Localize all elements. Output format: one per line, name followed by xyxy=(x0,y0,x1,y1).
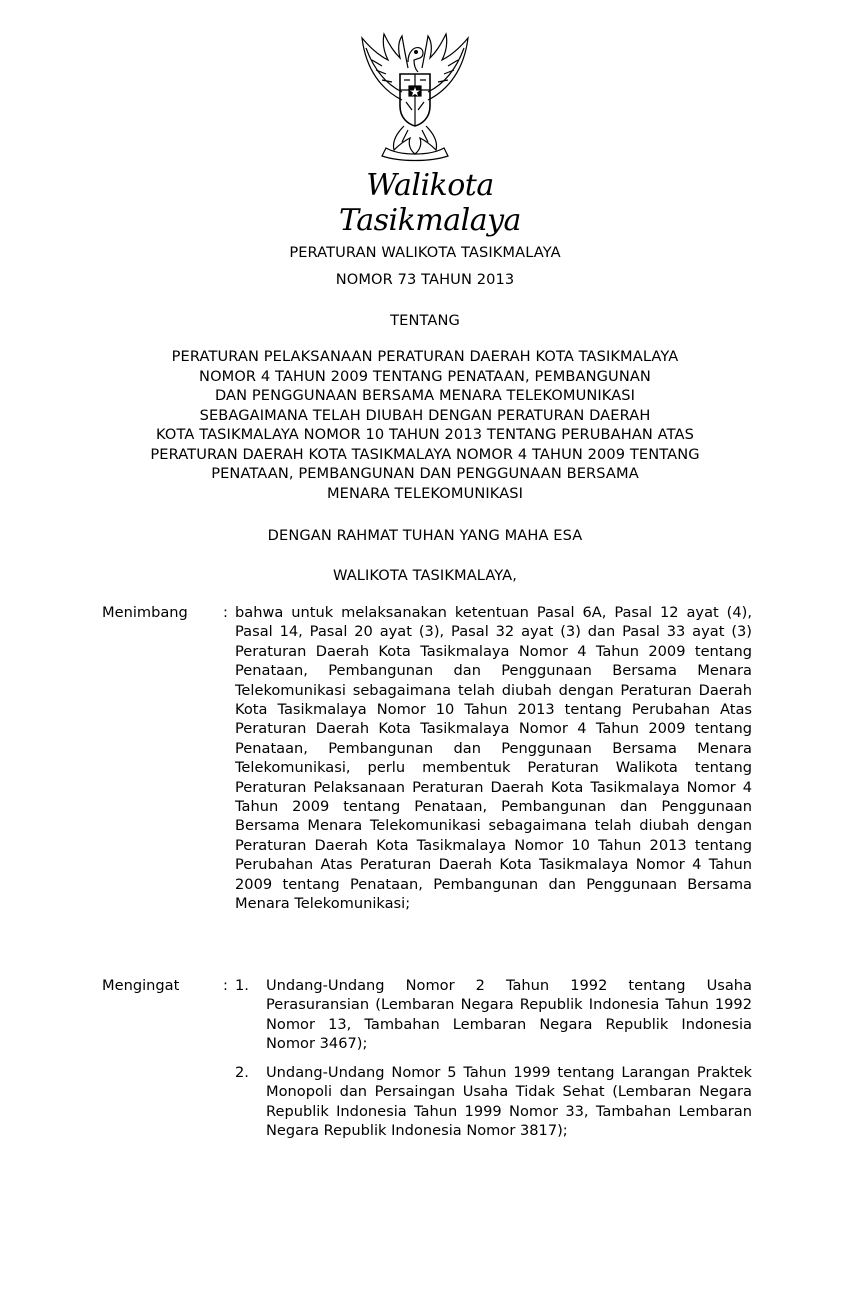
regulation-title xyxy=(95,347,755,503)
regulation-number: NOMOR 73 TAHUN 2013 xyxy=(335,271,515,288)
title-line: KOTA TASIKMALAYA NOMOR 10 TAHUN 2013 TENTANG PERUBAHAN ATAS xyxy=(156,426,694,443)
list-item-number: 1. xyxy=(235,977,249,994)
menimbang-text: bahwa untuk melaksanakan ketentuan Pasal 6A, Pasal 12 ayat (4), Pasal 14, Pasal 20 ayat (3), Pasal 32 ayat (3) dan Pasal 33 ayat (3) Peraturan Daerah Kota Tasikmalaya Nomor 4 Tahun 2009 tentang Penataan, Pembangunan dan Penggunaan Bersama Menara Telekomunikasi sebagaimana telah diubah dengan Peraturan Daerah Kota Tasikmalaya Nomor 10 Tahun 2013 tentang Perubahan Atas Peraturan Daerah Kota Tasikmalaya Nomor 4 Tahun 2009 tentang Penataan, Pembangunan dan Penggunaan Bersama Menara Telekomunikasi, perlu membentuk Peraturan Walikota tentang Peraturan Pelaksanaan Peraturan Daerah Kota Tasikmalaya Nomor 4 Tahun 2009 tentang Penataan, Pembangunan dan Penggunaan Bersama Menara Telekomunikasi sebagaimana telah diubah dengan Peraturan Daerah Kota Tasikmalaya Nomor 10 Tahun 2013 tentang Perubahan Atas Peraturan Daerah Kota Tasikmalaya Nomor 4 Tahun 2009 tentang Penataan, Pembangunan dan Penggunaan Bersama Menara Telekomunikasi; xyxy=(235,604,752,913)
list-item-text: Undang-Undang Nomor 2 Tahun 1992 tentang Usaha Perasuransian (Lembaran Negara Republik Indonesia Tahun 1992 Nomor 13, Tambahan Lembaran Negara Republik Indonesia Nomor 3467); xyxy=(266,977,752,1053)
title-line: DAN PENGGUNAAN BERSAMA MENARA TELEKOMUNIKASI xyxy=(214,387,636,404)
title-line: SEBAGAIMANA TELAH DIUBAH DENGAN PERATURAN DAERAH xyxy=(199,406,651,424)
title-line: MENARA TELEKOMUNIKASI xyxy=(326,484,524,502)
mengingat-colon: : xyxy=(223,977,228,994)
garuda-emblem-icon xyxy=(352,30,478,162)
title-line: NOMOR 4 TAHUN 2009 TENTANG PENATAAN, PEMBANGUNAN xyxy=(199,367,651,385)
menimbang-label: Menimbang xyxy=(102,604,188,621)
title-line: PERATURAN DAERAH KOTA TASIKMALAYA NOMOR 4 TAHUN 2009 TENTANG xyxy=(150,445,700,463)
list-item-text: Undang-Undang Nomor 5 Tahun 1999 tentang Larangan Praktek Monopoli dan Persaingan Usaha Tidak Sehat (Lembaran Negara Republik Indonesia Tahun 1999 Nomor 33, Tambahan Lembaran Negara Republik Indonesia Nomor 3817); xyxy=(266,1064,752,1140)
rahmat-line: DENGAN RAHMAT TUHAN YANG MAHA ESA xyxy=(267,527,583,544)
mengingat-label: Mengingat xyxy=(102,977,180,994)
signature-walikota: Walikota Tasikmalaya xyxy=(339,168,521,238)
title-line: PERATURAN PELAKSANAAN PERATURAN DAERAH KOTA TASIKMALAYA xyxy=(171,348,679,365)
regulation-heading: PERATURAN WALIKOTA TASIKMALAYA xyxy=(289,244,561,261)
tentang-heading: TENTANG xyxy=(390,312,460,329)
walikota-line: WALIKOTA TASIKMALAYA, xyxy=(332,567,517,584)
title-line: PENATAAN, PEMBANGUNAN DAN PENGGUNAAN BERSAMA xyxy=(211,465,639,482)
list-item-number: 2. xyxy=(235,1064,249,1081)
menimbang-colon: : xyxy=(223,604,228,621)
